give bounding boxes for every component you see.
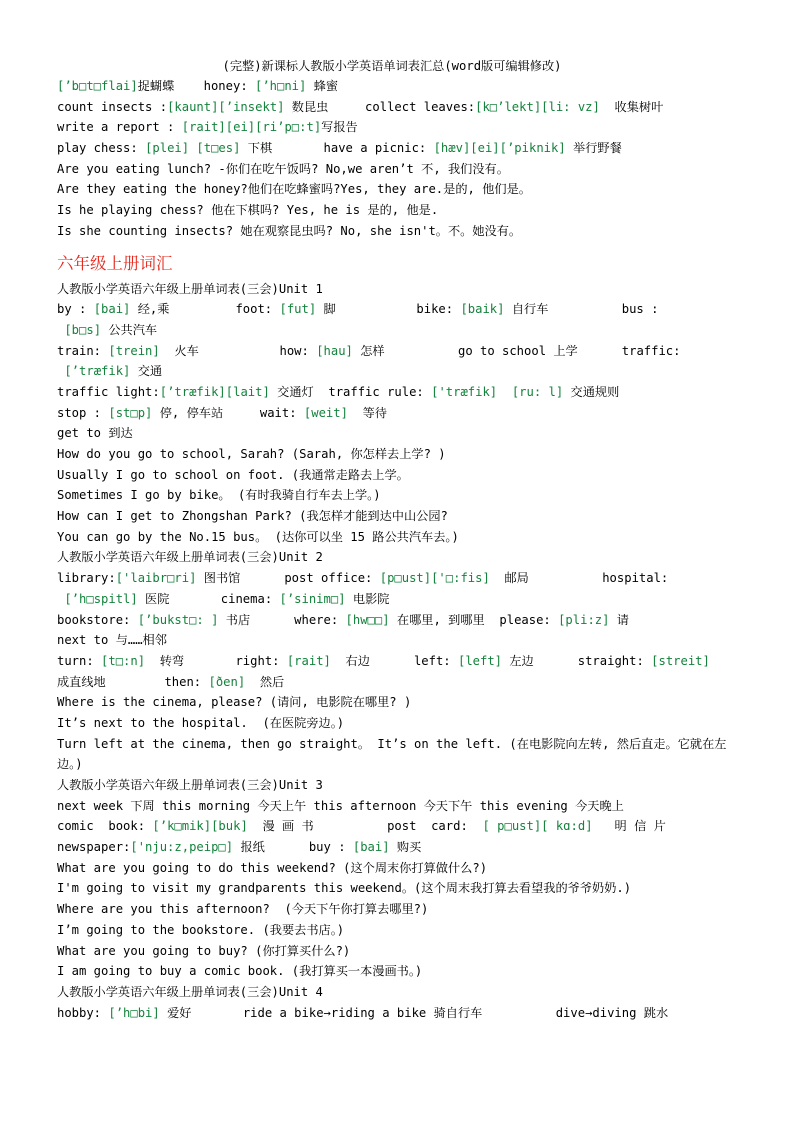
phonetic-text: [k□’lekt][li: vz]	[475, 99, 600, 114]
line-text: Usually I go to school on foot. (我通常走路去上学。	[57, 467, 409, 482]
phonetic-text: [rait]	[286, 653, 331, 668]
text-line	[57, 610, 737, 631]
text-line	[57, 320, 737, 341]
line-text: hobby:	[57, 1005, 109, 1020]
line-text: traffic light:	[57, 384, 160, 399]
line-text: 书店 where:	[218, 612, 346, 627]
text-line	[57, 775, 737, 796]
line-text: 爱好 ride a bike→riding a bike 骑自行车 dive→diving 跳水	[159, 1005, 669, 1020]
text-line	[57, 547, 737, 568]
text-line	[57, 796, 737, 817]
text-line	[57, 630, 737, 651]
text-line	[57, 423, 737, 444]
line-text: 右边 left:	[330, 653, 458, 668]
text-line	[57, 651, 737, 672]
line-text: 转弯 right:	[145, 653, 287, 668]
line-text: 漫 画 书 post card:	[247, 819, 483, 834]
phonetic-text: [’træfik][lait]	[159, 384, 270, 399]
phonetic-text: [t□:n]	[101, 653, 146, 668]
line-text: I’m going to the bookstore. (我要去书店。)	[57, 922, 345, 937]
phonetic-text: [’sinim□]	[279, 591, 346, 606]
line-text: Are they eating the honey?他们在吃蜂蜜吗?Yes, they are.是的, 他们是。	[57, 182, 531, 197]
text-line	[57, 941, 737, 962]
text-line	[57, 221, 737, 242]
text-line	[57, 568, 737, 589]
line-text: 收集树叶	[599, 99, 664, 114]
line-text: next to 与……相邻	[57, 633, 167, 648]
line-text: 人教版小学英语六年级上册单词表(三会)Unit 1	[57, 281, 323, 296]
line-text: 然后	[245, 674, 285, 689]
line-text: I am going to buy a comic book. (我打算买一本漫画书。)	[57, 964, 423, 979]
line-text: 交通规则	[563, 384, 620, 399]
line-text: 成直线地 then:	[57, 674, 209, 689]
text-line	[57, 97, 737, 118]
line-text: 报纸 buy :	[233, 840, 353, 855]
text-line	[57, 982, 737, 1003]
line-text: get to 到达	[57, 426, 133, 441]
phonetic-text: [fut]	[279, 302, 317, 317]
text-line	[57, 506, 737, 527]
phonetic-text: [bai]	[352, 840, 390, 855]
phonetic-text: [’h□bi]	[108, 1005, 160, 1020]
phonetic-text: [ p□ust][ kɑ:d]	[482, 819, 593, 834]
text-line	[57, 527, 737, 548]
line-text: 经,乘 foot:	[130, 302, 280, 317]
line-text: newspaper:	[57, 840, 131, 855]
phonetic-text: [bai]	[93, 302, 131, 317]
line-text: library:	[57, 571, 116, 586]
line-text: 邮局 hospital:	[489, 571, 669, 586]
line-text: Sometimes I go by bike。 (有时我骑自行车去上学。)	[57, 488, 381, 503]
line-text: comic book:	[57, 819, 153, 834]
line-text: 自行车 bus :	[504, 302, 659, 317]
line-text: You can go by the No.15 bus。 (达你可以坐 15 路公共汽车去。)	[57, 529, 459, 544]
line-text: 明 信 片	[592, 819, 666, 834]
phonetic-text: [p□ust]['□:fis]	[379, 571, 490, 586]
phonetic-text: [st□p]	[108, 405, 153, 420]
text-line	[57, 589, 737, 610]
line-text: 购买	[389, 840, 422, 855]
text-line	[57, 117, 737, 138]
line-text: 人教版小学英语六年级上册单词表(三会)Unit 4	[57, 984, 323, 999]
line-text: Is he playing chess? 他在下棋吗? Yes, he is 是的, 他是.	[57, 203, 439, 218]
text-line	[57, 76, 737, 97]
text-line	[57, 837, 737, 858]
phonetic-text: [’bukst□: ]	[137, 612, 219, 627]
phonetic-text: [hau]	[316, 343, 353, 358]
phonetic-text: [streit]	[651, 653, 710, 668]
line-text: 火车 how:	[159, 343, 317, 358]
line-text: Where is the cinema, please? (请问, 电影院在哪里? )	[57, 695, 412, 710]
line-text: 医院 cinema:	[137, 591, 280, 606]
phonetic-text: [’k□mik][buk]	[152, 819, 248, 834]
line-text: 交通	[130, 364, 163, 379]
phonetic-text: [’h□spitl]	[64, 591, 138, 606]
document-page	[57, 56, 737, 1023]
line-text: 在哪里, 到哪里 please:	[389, 612, 559, 627]
text-line	[57, 159, 737, 180]
text-line	[57, 816, 737, 837]
text-line	[57, 465, 737, 486]
phonetic-text: [’h□ni]	[255, 79, 307, 93]
line-text: Are you eating lunch? -你们在吃午饭吗? No,we aren’t 不, 我们没有。	[57, 161, 509, 176]
line-text: I'm going to visit my grandparents this weekend。(这个周末我打算去看望我的爷爷奶奶.)	[57, 881, 632, 896]
text-line	[57, 179, 737, 200]
text-line	[57, 403, 737, 424]
phonetic-text: [plei] [t□es]	[145, 141, 241, 156]
phonetic-text: [trein]	[108, 343, 160, 358]
phonetic-text: [left]	[457, 653, 503, 668]
text-line	[57, 299, 737, 320]
line-text: 下棋 have a picnic:	[240, 141, 434, 156]
line-text: bookstore:	[57, 612, 138, 627]
text-line	[57, 1003, 737, 1024]
line-text: play chess:	[57, 141, 146, 156]
line-text: 写报告	[321, 120, 358, 135]
line-text: count insects :	[57, 99, 168, 114]
line-text: 交通灯 traffic rule:	[269, 384, 432, 399]
line-text: Is she counting insects? 她在观察昆虫吗? No, she isn't。不。她没有。	[57, 223, 522, 238]
line-text: train:	[57, 343, 109, 358]
text-line	[57, 713, 737, 734]
text-line	[57, 361, 737, 382]
phonetic-text: [’træfik]	[64, 364, 131, 379]
line-text: 图书馆 post office:	[196, 571, 380, 586]
text-line	[57, 444, 737, 465]
line-text: 人教版小学英语六年级上册单词表(三会)Unit 2	[57, 550, 323, 565]
line-text: write a report :	[57, 120, 182, 135]
line-text: 公共汽车	[101, 322, 158, 337]
phonetic-text: [hæv][ei][’piknik]	[433, 141, 566, 156]
phonetic-text: [’b□t□flai]	[57, 79, 138, 93]
phonetic-text: [ðen]	[208, 674, 246, 689]
phonetic-text: [b□s]	[64, 322, 102, 337]
text-line	[57, 878, 737, 899]
line-text: How can I get to Zhongshan Park? (我怎样才能到达中山公园?	[57, 509, 448, 524]
phonetic-text: [weit]	[303, 405, 348, 420]
line-text: 请	[609, 612, 629, 627]
text-line	[57, 858, 737, 879]
section-heading: 六年级上册词汇	[57, 253, 173, 273]
text-line	[57, 279, 737, 300]
line-text: 脚 bike:	[316, 302, 461, 317]
line-text: 数昆虫 collect leaves:	[284, 99, 476, 114]
phonetic-text: [pli:z]	[558, 612, 610, 627]
line-text: 左边 straight:	[502, 653, 652, 668]
line-text: 停, 停车站 wait:	[152, 405, 304, 420]
line-text: 蜂蜜	[306, 79, 339, 93]
line-text: 等待	[347, 405, 387, 420]
text-line	[57, 341, 737, 362]
phonetic-text: [kaunt][’insekt]	[167, 99, 285, 114]
text-line	[57, 734, 737, 775]
text-line	[57, 961, 737, 982]
line-text: next week 下周 this morning 今天上午 this afternoon 今天下午 this evening 今天晚上	[57, 798, 624, 813]
line-text: How do you go to school, Sarah? (Sarah, 你怎样去上学? )	[57, 447, 446, 461]
phonetic-text: ['nju:z,peip□]	[130, 840, 234, 855]
line-text: It’s next to the hospital. (在医院旁边。)	[57, 715, 345, 730]
text-line	[57, 200, 737, 221]
line-text: Where are you this afternoon? (今天下午你打算去哪里?)	[57, 902, 429, 917]
line-text: 怎样 go to school 上学 traffic:	[352, 343, 681, 358]
text-line	[57, 672, 737, 693]
phonetic-text: ['laibr□ri]	[115, 571, 197, 586]
line-text: by :	[57, 302, 94, 317]
phonetic-text: [hw□□]	[345, 612, 390, 627]
phonetic-text: [rait][ei][ri’p□:t]	[181, 120, 322, 135]
document-title: (完整)新课标人教版小学英语单词表汇总(word版可编辑修改)	[222, 59, 562, 73]
line-text: What are you going to do this weekend? (这个周末你打算做什么?)	[57, 860, 488, 875]
line-text: turn:	[57, 653, 102, 668]
line-text: 举行野餐	[565, 141, 622, 156]
text-line	[57, 899, 737, 920]
phonetic-text: [baik]	[460, 302, 505, 317]
text-line	[57, 138, 737, 159]
line-text: 电影院	[345, 591, 390, 606]
text-line	[57, 692, 737, 713]
line-text: stop :	[57, 405, 109, 420]
line-text: Turn left at the cinema, then go straight。 It’s on the left. (在电影院向左转, 然后直走。它就在左边。)	[57, 736, 727, 772]
text-line	[57, 920, 737, 941]
line-text: 人教版小学英语六年级上册单词表(三会)Unit 3	[57, 778, 323, 793]
phonetic-text: ['træfik] [ru: l]	[431, 384, 564, 399]
document-body	[57, 76, 737, 1023]
text-line	[57, 382, 737, 403]
text-line	[57, 485, 737, 506]
line-text: What are you going to buy? (你打算买什么?)	[57, 943, 351, 958]
line-text: 捉蝴蝶 honey:	[137, 79, 255, 93]
